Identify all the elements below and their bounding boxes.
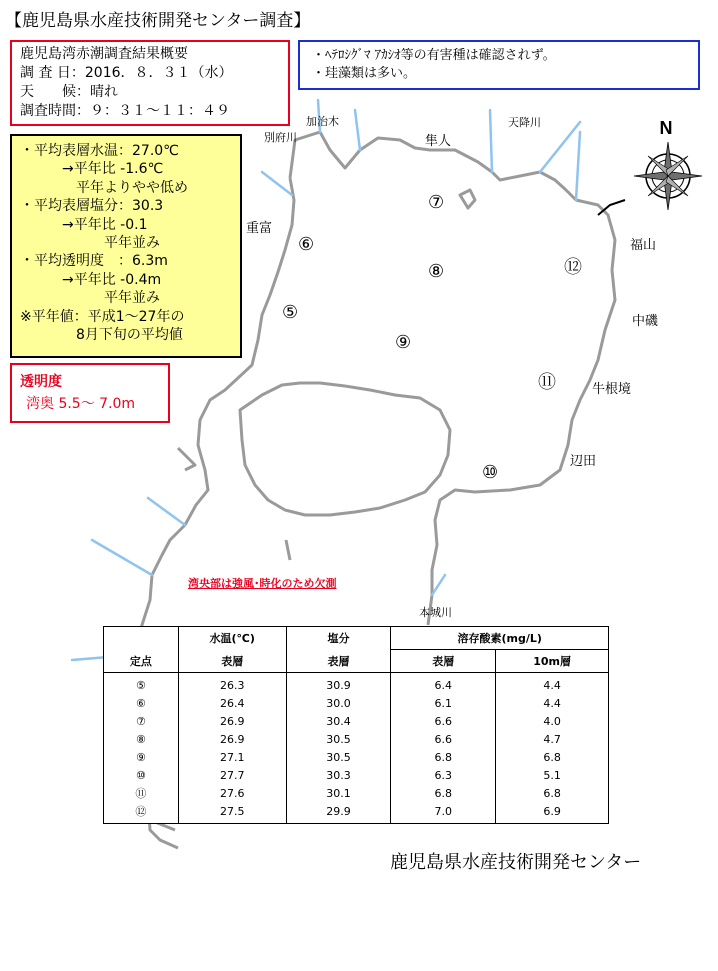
header-do-10m: 10m層 — [496, 650, 609, 673]
table-row — [104, 784, 609, 802]
cell-do-surface: 6.3 — [391, 766, 496, 784]
outer-coastline — [290, 132, 615, 625]
cell-salinity: 30.5 — [286, 748, 391, 766]
cell-do-10m: 4.7 — [496, 730, 609, 748]
place-kajiki: 加治木 — [306, 115, 339, 128]
cell-salinity: 30.3 — [286, 766, 391, 784]
cell-temp: 26.9 — [178, 730, 286, 748]
cell-do-10m: 5.1 — [496, 766, 609, 784]
cell-station: ⑩ — [104, 766, 179, 784]
cell-station: ⑥ — [104, 694, 179, 712]
table-row — [104, 673, 609, 695]
header-temp: 水温(℃) — [178, 627, 286, 650]
cell-station: ⑨ — [104, 748, 179, 766]
river-west2 — [92, 540, 152, 575]
place-tenko: 天降川 — [508, 116, 541, 129]
cell-do-10m: 4.0 — [496, 712, 609, 730]
cell-salinity: 30.1 — [286, 784, 391, 802]
compass-north-label: N — [659, 118, 673, 138]
footer-organization: 鹿児島県水産技術開発センター — [390, 852, 642, 873]
cell-do-surface: 6.1 — [391, 694, 496, 712]
cell-salinity: 30.9 — [286, 673, 391, 695]
survey-title: 鹿児島湾赤潮調査結果概要 — [20, 46, 188, 62]
cell-temp: 26.9 — [178, 712, 286, 730]
river-east2 — [576, 132, 580, 200]
cell-do-10m: 4.4 — [496, 694, 609, 712]
cell-do-10m: 6.9 — [496, 802, 609, 824]
missing-measurement-note: 湾央部は強風･時化のため欠測 — [188, 577, 337, 590]
station-12: ⑫ — [564, 257, 582, 278]
header-do-surface: 表層 — [391, 650, 496, 673]
cell-do-surface: 6.8 — [391, 784, 496, 802]
place-shigetomi: 重富 — [246, 221, 273, 236]
observation-table — [103, 626, 609, 824]
cell-salinity: 29.9 — [286, 802, 391, 824]
place-fukuyama: 福山 — [630, 238, 657, 253]
cell-do-surface: 7.0 — [391, 802, 496, 824]
cell-salinity: 30.5 — [286, 730, 391, 748]
river-shigetomi — [262, 172, 292, 195]
cell-do-surface: 6.6 — [391, 712, 496, 730]
note-line-2: ・珪藻類は多い。 — [312, 66, 417, 81]
cell-do-10m: 4.4 — [496, 673, 609, 695]
place-ushinekyo: 牛根境 — [592, 382, 632, 397]
header-station: 定点 — [104, 627, 179, 673]
table-row — [104, 802, 609, 824]
page-title: 【鹿児島県水産技術開発センター調査】 — [5, 11, 311, 31]
table-row — [104, 712, 609, 730]
station-7: ⑦ — [428, 192, 445, 213]
header-do: 溶存酸素(mg/L) — [391, 627, 609, 650]
river-east1 — [540, 122, 580, 172]
river-west1 — [148, 498, 185, 525]
cell-temp: 27.1 — [178, 748, 286, 766]
header-salinity: 塩分 — [286, 627, 391, 650]
note-line-1: ・ﾍﾃﾛｼｸﾞﾏ ｱｶｼｵ等の有害種は確認されず。 — [312, 48, 556, 63]
clarity-box — [10, 363, 170, 423]
cell-do-surface: 6.6 — [391, 730, 496, 748]
place-hemita: 辺田 — [570, 454, 597, 469]
cell-station: ⑦ — [104, 712, 179, 730]
place-beppu: 別府川 — [264, 131, 297, 144]
cell-do-10m: 6.8 — [496, 748, 609, 766]
header-salinity-surface: 表層 — [286, 650, 391, 673]
notes-box — [298, 40, 700, 90]
place-hayato: 隼人 — [425, 134, 452, 149]
table-row — [104, 694, 609, 712]
river-tenko — [490, 110, 492, 172]
compass-icon — [632, 118, 704, 218]
place-motoki: 本城川 — [419, 606, 452, 619]
cell-station: ⑤ — [104, 673, 179, 695]
station-10: ⑩ — [482, 462, 499, 483]
survey-weather: 天 候：晴れ — [20, 84, 118, 100]
cell-do-surface: 6.4 — [391, 673, 496, 695]
station-8: ⑧ — [428, 261, 445, 282]
table-row — [104, 766, 609, 784]
station-6: ⑥ — [298, 234, 315, 255]
cell-salinity: 30.0 — [286, 694, 391, 712]
place-nakaiso: 中磯 — [632, 314, 659, 329]
cell-do-surface: 6.8 — [391, 748, 496, 766]
cell-salinity: 30.4 — [286, 712, 391, 730]
river-kajiki — [355, 110, 360, 150]
cell-station: ⑪ — [104, 784, 179, 802]
table-row — [104, 730, 609, 748]
cell-station: ⑧ — [104, 730, 179, 748]
cell-temp: 27.6 — [178, 784, 286, 802]
station-5: ⑤ — [282, 302, 299, 323]
cell-temp: 26.3 — [178, 673, 286, 695]
survey-summary-box — [10, 40, 290, 126]
station-9: ⑨ — [395, 332, 412, 353]
survey-date: 調 査 日：2016．８．３１（水） — [20, 65, 233, 81]
cell-temp: 27.7 — [178, 766, 286, 784]
table-row — [104, 748, 609, 766]
station-11: ⑪ — [538, 372, 556, 393]
sakurajima-coastline — [240, 383, 450, 515]
cell-temp: 26.4 — [178, 694, 286, 712]
cell-do-10m: 6.8 — [496, 784, 609, 802]
cell-station: ⑫ — [104, 802, 179, 824]
survey-time: 調査時間：９：３１〜１１：４９ — [20, 103, 230, 119]
cell-temp: 27.5 — [178, 802, 286, 824]
averages-box: ・平均表層水温：27.0℃ →平年比 -1.6℃ 平年よりやや低め ・平均表層塩分：30.3 →平年比 -0.1 平年並み ・平均透明度 ：6.3m →平年比 -0.4m 平年並み ※平年値：平成1〜27年の 8月下旬の平均値 — [10, 134, 242, 358]
clarity-title: 透明度 — [20, 374, 62, 390]
header-temp-surface: 表層 — [178, 650, 286, 673]
river-motoki — [432, 575, 445, 595]
clarity-value: 湾奥 5.5〜 7.0m — [26, 396, 136, 412]
